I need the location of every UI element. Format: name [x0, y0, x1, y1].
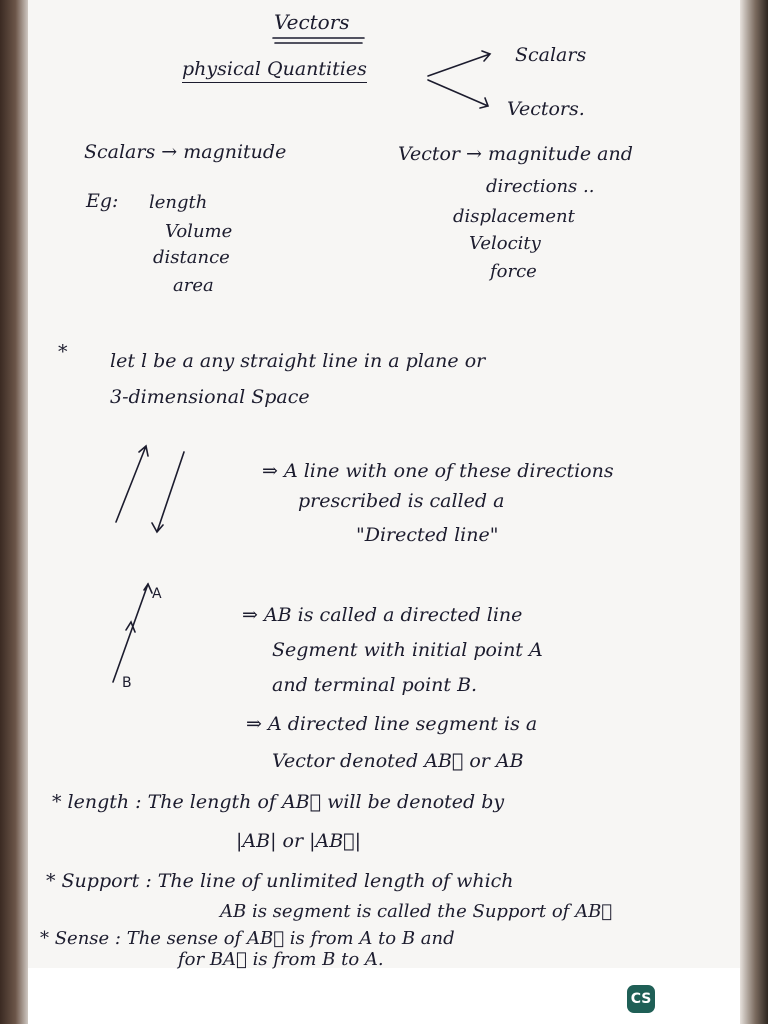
branch-vectors: Vectors. — [507, 98, 585, 120]
physical-quantities-label: physical Quantities — [182, 60, 367, 83]
segment-text-4: ⇒ A directed line segment is a — [246, 713, 538, 735]
segment-ab — [113, 584, 148, 682]
segment-text-3: and terminal point B. — [272, 674, 478, 696]
scalars-definition: Scalars → magnitude — [84, 141, 287, 163]
segment-text-2: Segment with initial point A — [272, 639, 543, 661]
directed-line-3: "Directed line" — [356, 524, 499, 546]
vector-example: Velocity — [469, 233, 541, 254]
page-title: Vectors — [274, 10, 350, 34]
point-b-label: B — [122, 675, 132, 691]
sense-definition-1: * Sense : The sense of AB⃗ is from A to B and — [40, 928, 455, 949]
scalar-example: Volume — [165, 221, 233, 242]
length-definition-2: |AB| or |AB⃗| — [236, 830, 361, 852]
scalar-example: distance — [153, 247, 230, 268]
up-arrow-line — [116, 446, 148, 522]
branch-arrow-scalars — [428, 51, 490, 76]
scalar-example: area — [173, 275, 214, 296]
vectors-definition: Vector → magnitude and — [398, 143, 633, 165]
length-definition-1: * length : The length of AB⃗ will be denoted by — [52, 791, 505, 813]
bullet-star: * — [58, 341, 68, 363]
support-definition-1: * Support : The line of unlimited length of which — [46, 870, 514, 892]
sense-definition-2: for BA⃗ is from B to A. — [178, 949, 384, 970]
vector-example: force — [490, 261, 537, 282]
line-statement-2: 3-dimensional Space — [110, 386, 310, 408]
scalar-example: length — [149, 192, 208, 213]
segment-text-5: Vector denoted AB⃗ or AB — [272, 750, 524, 772]
branch-scalars: Scalars — [515, 44, 587, 66]
line-statement-1: let l be a any straight line in a plane or — [110, 350, 486, 372]
eg-label: Eg: — [86, 190, 119, 212]
point-a-label: A — [152, 586, 162, 602]
vectors-definition-cont: directions .. — [486, 176, 595, 197]
down-arrow-line — [152, 452, 184, 532]
segment-text-1: ⇒ AB is called a directed line — [242, 604, 523, 626]
camscanner-logo-icon: CS — [627, 985, 655, 1013]
branch-arrow-vectors — [428, 80, 488, 108]
directed-line-2: prescribed is called a — [298, 490, 505, 512]
vector-example: displacement — [453, 206, 575, 227]
support-definition-2: AB is segment is called the Support of AB⃗ — [220, 901, 613, 922]
directed-line-1: ⇒ A line with one of these directions — [262, 460, 614, 482]
